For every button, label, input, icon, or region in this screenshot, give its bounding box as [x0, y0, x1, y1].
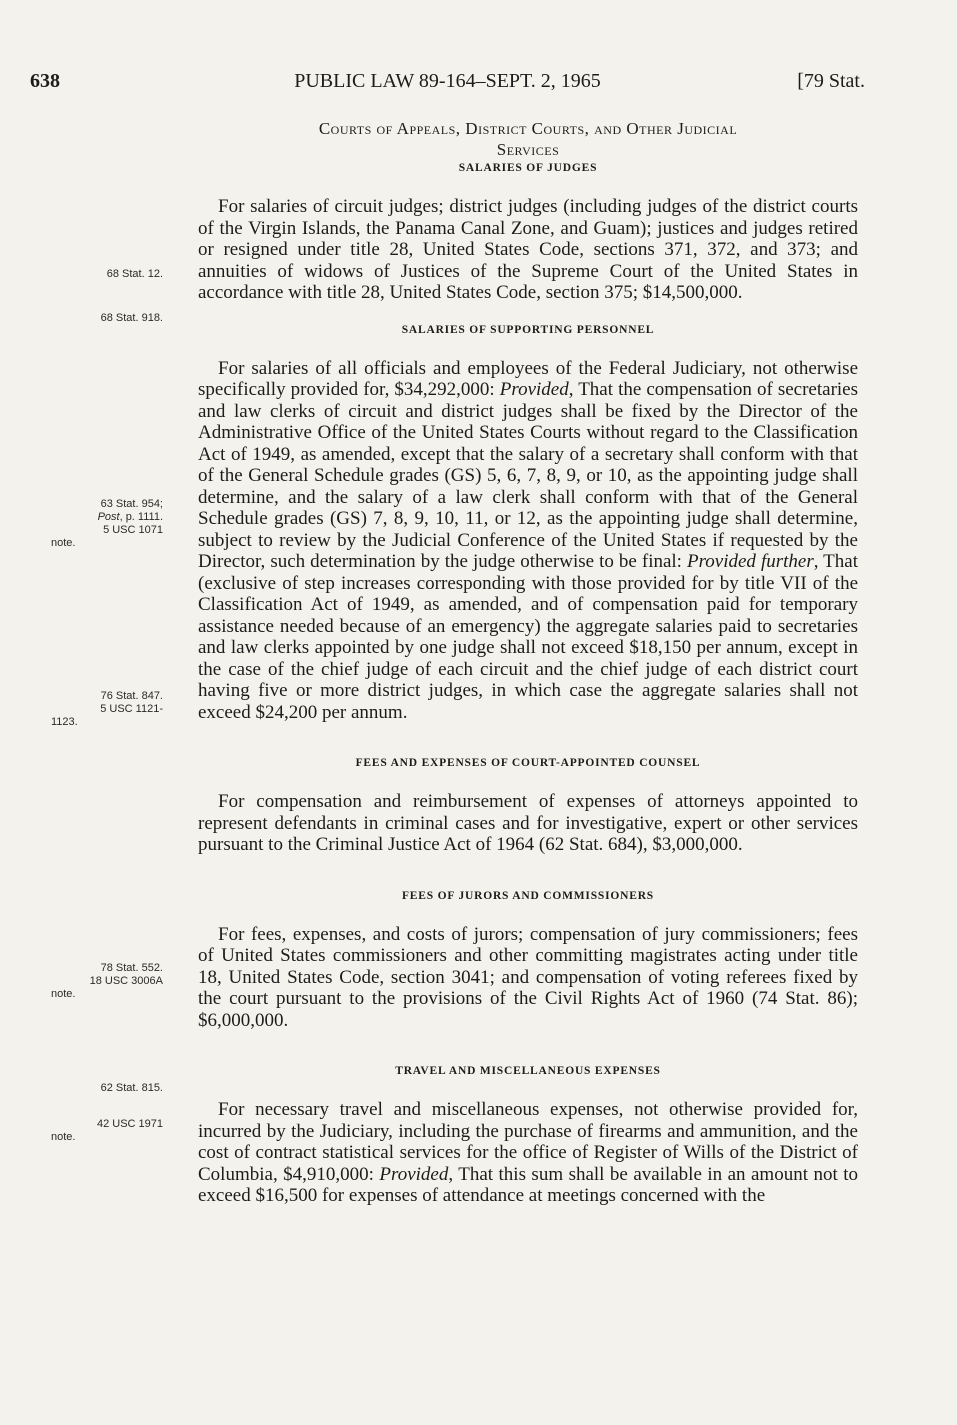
margin-note-text: 68 Stat. 12.	[106, 268, 163, 280]
margin-note-63-stat-954	[48, 498, 163, 550]
margin-note-line: 78 Stat. 552.	[100, 962, 163, 974]
margin-note-line	[48, 511, 163, 524]
margin-note-line: note.	[51, 537, 76, 549]
margin-note-line: note.	[51, 1131, 76, 1143]
margin-note-line: 76 Stat. 847.	[100, 690, 163, 702]
section-heading-travel-misc: TRAVEL AND MISCELLANEOUS EXPENSES	[395, 1065, 661, 1077]
section-text-court-appointed-counsel: For compensation and reimbursement of expenses of attorneys appointed to represent defendants in criminal cases and for investigative, expert or other services pursuant to the Criminal Justice Act of 1964 (62 Stat. 684), $3,000,000.	[198, 791, 858, 855]
margin-note-76-stat-847	[48, 690, 163, 729]
margin-note-line: 1123.	[51, 716, 78, 728]
margin-note-italic: Post	[97, 511, 120, 523]
text-run: , That this sum shall be available in an amount not to exceed $16,500 for expenses of attendance at meetings concerned with the	[198, 1163, 858, 1206]
margin-note-text: 68 Stat. 918.	[100, 312, 163, 324]
margin-note-line: 5 USC 1071	[103, 524, 163, 536]
section-heading-supporting-personnel: SALARIES OF SUPPORTING PERSONNEL	[401, 323, 655, 336]
margin-note-line: 5 USC 1121-	[100, 703, 163, 715]
running-title: PUBLIC LAW 89-164–SEPT. 2, 1965	[294, 70, 601, 92]
margin-note-line: 42 USC 1971	[96, 1118, 163, 1130]
italic-run: Provided	[499, 379, 569, 400]
page-number: 638	[30, 70, 60, 92]
page-header	[30, 70, 865, 100]
italic-run: Provided	[379, 1163, 449, 1185]
text-run: For salaries of all officials and employees of the Federal Judiciary, not otherwise specifically provided for, $34,292,000:	[198, 357, 858, 400]
section-text-salaries-of-judges: For salaries of circuit judges; district judges (including judges of the district courts of the Virgin Islands, the Panama Canal Zone, and Guam); justices and judges retired or resigned under title 28, United States Code, sections 371, 372, and 373; and annuities of widows of Justices of the Supreme Court of the United States in accordance with title 28, United States Code, section 375; $14,500,000.	[198, 196, 858, 303]
margin-note-42-usc-1971	[48, 1118, 163, 1144]
title-line-2: Services	[496, 140, 560, 159]
document-body	[198, 118, 858, 1207]
section-heading-court-appointed-counsel: FEES AND EXPENSES OF COURT-APPOINTED COUNSEL	[355, 757, 701, 769]
section-heading-salaries-of-judges: SALARIES OF JUDGES	[458, 162, 598, 174]
margin-note-line: note.	[51, 988, 76, 1000]
text-run: For necessary travel and miscellaneous expenses, not otherwise provided for, incurred by the Judiciary, including the purchase of firearms and ammunition, and the cost of contract statistical services for the office of Register of Wills of the District of Columbia, $4,910,000:	[198, 1099, 858, 1185]
margin-note-line: 63 Stat. 954;	[100, 498, 163, 510]
section-text-jurors-commissioners: For fees, expenses, and costs of jurors; compensation of jury commissioners; fees of United States commissioners and other committing magistrates acting under title 18, United States Code, section 3041; and compensation of voting referees fixed by the court pursuant to the provisions of the Civil Rights Act of 1960 (74 Stat. 86); $6,000,000.	[198, 923, 858, 1031]
section-text-travel-misc	[198, 1099, 858, 1207]
margin-note-62-stat-815	[48, 1082, 163, 1095]
text-run: , That the compensation of secretaries and law clerks of circuit and district judges shall be fixed by the Director of the Administrative Office of the United States Courts without regard to the Classification Act of 1949, as amended, except that the salary of a secretary shall conform with that of the General Schedule grades (GS) 5, 6, 7, 8, 9, or 10, as the appointing judge shall determine, and the salary of a law clerk shall conform with that of the General Schedule grades (GS) 7, 8, 9, 10, 11, or 12, as the appointing judge shall determine, subject to review by the Judicial Conference of the United States if requested by the Director, such determination by the judge otherwise to be final:	[198, 379, 858, 572]
margin-note-78-stat-552	[48, 962, 163, 1001]
margin-note-68-stat-12	[48, 268, 163, 281]
section-heading-jurors-commissioners: FEES OF JURORS AND COMMISSIONERS	[401, 889, 654, 902]
italic-run: Provided further	[686, 551, 814, 572]
margin-note-68-stat-918	[48, 312, 163, 325]
title-block	[198, 118, 858, 160]
margin-note-text: 62 Stat. 815.	[100, 1082, 163, 1094]
margin-note-text: , p. 1111.	[119, 511, 163, 523]
section-text-supporting-personnel	[198, 358, 858, 724]
title-line-1: Courts of Appeals, District Courts, and Other Judicial	[318, 119, 738, 138]
volume-reference: [79 Stat.	[797, 70, 865, 92]
text-run: , That (exclusive of step increases corresponding with those provided for by title VII of the Classification Act of 1949, as amended, and of compensation paid for temporary assistance needed because of an emergency) the aggregate salaries paid to secretaries and law clerks appointed by one judge shall not exceed $18,150 per annum, except in the case of the chief judge of each circuit and the chief judge of each district court having five or more district judges, in which case the aggregate salaries shall not exceed $24,200 per annum.	[198, 551, 858, 723]
margin-note-line: 18 USC 3006A	[89, 975, 163, 987]
